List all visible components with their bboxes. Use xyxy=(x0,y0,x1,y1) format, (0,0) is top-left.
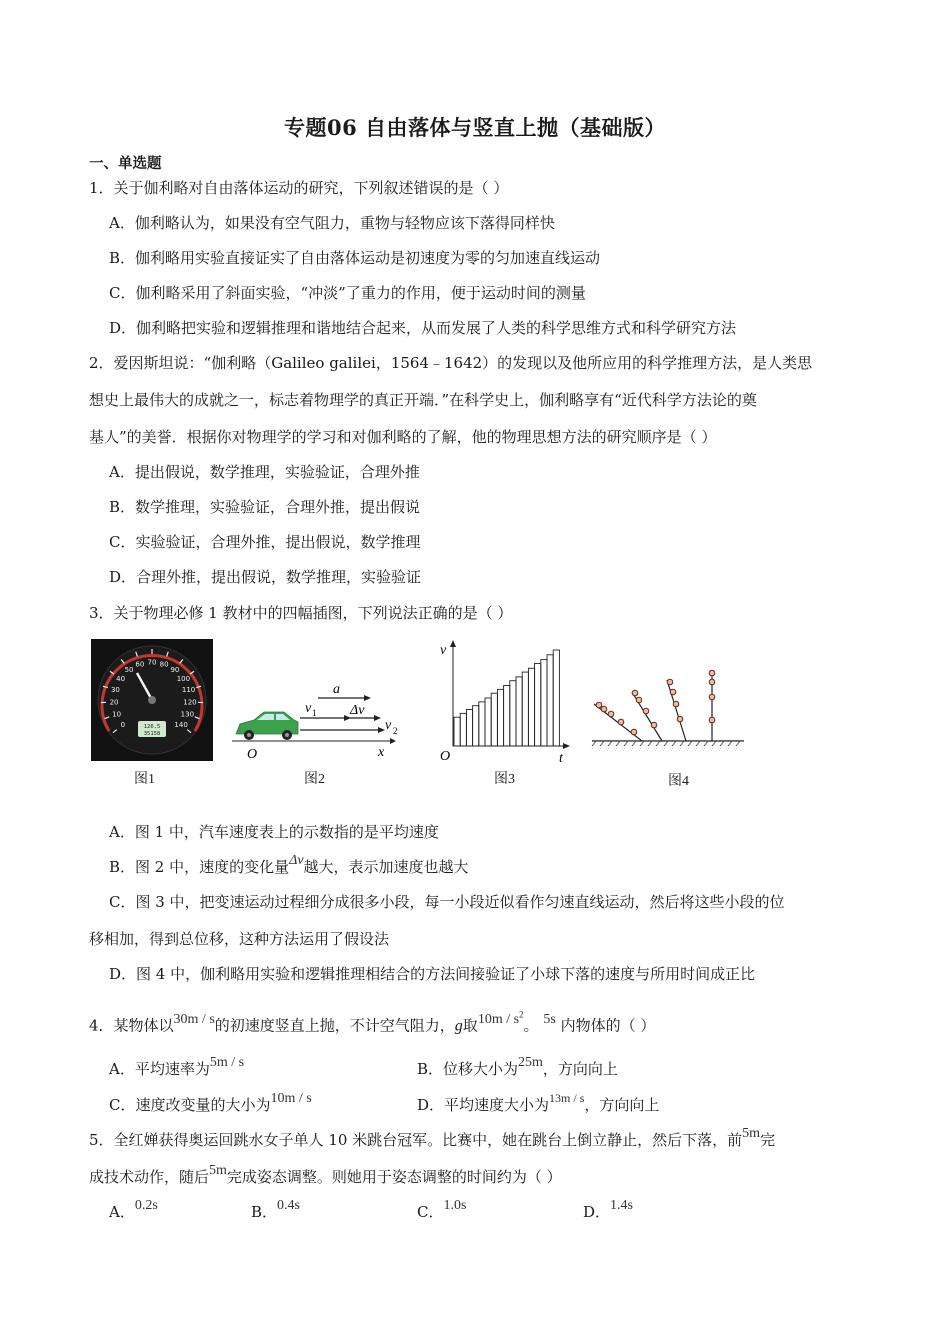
figure-2-car-vectors xyxy=(232,676,402,762)
figure-2-caption: 图2 xyxy=(304,772,325,787)
label-delta-v: Δv xyxy=(350,703,365,718)
speedometer-tick-label: 120 xyxy=(183,698,197,707)
q4-option-c xyxy=(109,1091,312,1117)
q4-option-b-math: 25m xyxy=(518,1055,543,1070)
q5-option-a-math: 0.2s xyxy=(134,1198,158,1213)
vt-step-bar xyxy=(473,706,479,746)
speedometer-tick-label: 0 xyxy=(120,720,126,729)
balls xyxy=(596,670,715,735)
q4-option-b xyxy=(417,1055,618,1081)
vt-step-bar xyxy=(541,660,547,746)
q4-option-d-suffix: ，方向向上 xyxy=(584,1096,660,1114)
q2-option-a: A．提出假说，数学推理，实验验证，合理外推 xyxy=(109,463,420,481)
speedometer-tick-label: 100 xyxy=(176,675,191,684)
figure-4-inclined-planes xyxy=(590,664,746,746)
label-o: O xyxy=(440,749,451,764)
figure-1-caption: 图1 xyxy=(134,772,155,787)
q3-option-b xyxy=(109,853,469,879)
q5-option-b xyxy=(251,1198,300,1224)
q4-option-b-prefix: B．位移大小为 xyxy=(417,1060,519,1078)
q3-option-c-line2: 移相加，得到总位移，这种方法运用了假设法 xyxy=(89,930,390,948)
vt-step-bar xyxy=(497,689,503,746)
q4-stem-part3: 取 xyxy=(462,1016,478,1035)
vt-step-bar xyxy=(528,668,534,746)
q1-option-a: A．伽利略认为，如果没有空气阻力，重物与轻物应该下落得同样快 xyxy=(109,214,555,232)
label-v2: v xyxy=(385,718,392,733)
label-v1: v xyxy=(305,701,312,716)
t-axis-arrow xyxy=(563,743,570,749)
q4-option-a xyxy=(109,1055,245,1081)
q5-option-d-math: 1.4s xyxy=(610,1198,633,1213)
label-origin: O xyxy=(247,747,258,762)
figure-4-caption: 图4 xyxy=(668,774,689,789)
q4-g-value xyxy=(477,1009,524,1027)
car-icon xyxy=(236,712,298,740)
speedometer-tick-label: 140 xyxy=(174,720,188,729)
vt-step-bar xyxy=(466,710,472,746)
q5-option-d-letter: D． xyxy=(583,1203,611,1221)
trip-value: 35158 xyxy=(143,731,161,737)
q4-initial-velocity: 30m / s xyxy=(173,1011,215,1027)
speedometer-tick-label: 90 xyxy=(170,666,180,675)
speedometer-tick-label: 80 xyxy=(159,660,169,669)
q1-option-c: C．伽利略采用了斜面实验，“冲淡”了重力的作用，便于运动时间的测量 xyxy=(109,284,586,302)
q4-stem-part5: 内物体的（ ） xyxy=(560,1016,656,1035)
q5-line2-prefix: 成技术动作，随后 xyxy=(89,1168,210,1186)
q5-line1-math: 5m xyxy=(742,1126,761,1141)
q2-stem-line2: 想史上最伟大的成就之一，标志着物理学的真正开端．”在科学史上，伽利略享有“近代科学方法论的奠 xyxy=(89,391,757,409)
v-axis-arrow xyxy=(450,640,456,647)
q2-option-d: D．合理外推，提出假说，数学推理，实验验证 xyxy=(109,568,422,586)
q5-option-b-letter: B． xyxy=(251,1203,278,1221)
figure-3-caption: 图3 xyxy=(494,772,515,787)
speedometer-tick-label: 110 xyxy=(181,686,196,695)
odometer-value: 126.5 xyxy=(143,724,161,730)
label-a: a xyxy=(333,682,340,697)
q4-option-a-math: 5m / s xyxy=(209,1055,245,1070)
q4-stem-part2: 的初速度竖直上抛，不计空气阻力， xyxy=(214,1016,455,1035)
label-v1-sub: 1 xyxy=(312,708,317,718)
q5-option-b-math: 0.4s xyxy=(277,1198,300,1213)
q4-option-d-prefix: D．平均速度大小为 xyxy=(417,1096,550,1114)
q2-stem-line1: 2．爱因斯坦说：“伽利略（Galileo galilei，1564﹣1642）的发现以及他所应用的科学推理方法，是人类思 xyxy=(89,354,813,372)
q4-option-c-prefix: C．速度改变量的大小为 xyxy=(109,1096,271,1114)
q3-stem: 3．关于物理必修 1 教材中的四幅插图，下列说法正确的是（ ） xyxy=(89,604,513,622)
speedometer-tick-label: 30 xyxy=(110,686,120,695)
ground-hatch xyxy=(592,741,740,746)
speedometer-tick-label: 70 xyxy=(147,658,157,667)
q5-option-c-letter: C． xyxy=(417,1203,444,1221)
figure-1-speedometer xyxy=(91,639,213,761)
vt-step-bar xyxy=(479,702,485,746)
q4-stem xyxy=(89,1009,656,1038)
section-heading: 一、单选题 xyxy=(89,155,162,172)
q5-line1-suffix: 完 xyxy=(760,1131,776,1149)
q3-option-b-prefix: B．图 2 中，速度的变化量 xyxy=(109,858,290,876)
q3-option-a: A．图 1 中，汽车速度表上的示数指的是平均速度 xyxy=(109,823,439,841)
q4-g-value-base: 10m / s xyxy=(477,1011,520,1027)
q2-stem-line3: 基人”的美誉．根据你对物理学的学习和对伽利略的了解，他的物理思想方法的研究顺序是（ ） xyxy=(89,428,717,446)
label-v2-sub: 2 xyxy=(393,726,398,736)
vt-step-bar xyxy=(522,672,528,746)
q1-option-d: D．伽利略把实验和逻辑推理和谐地结合起来，从而发展了人类的科学思维方式和科学研究方法 xyxy=(109,319,737,337)
q4-option-b-suffix: ，方向向上 xyxy=(542,1060,618,1078)
speedometer-tick-label: 10 xyxy=(112,710,122,719)
q3-option-d: D．图 4 中，伽利略用实验和逻辑推理相结合的方法间接验证了小球下落的速度与所用时间成正比 xyxy=(109,965,756,983)
q5-line1-prefix: 5．全红婵获得奥运回跳水女子单人 10 米跳台冠军。比赛中，她在跳台上倒立静止，然后下落，前 xyxy=(89,1131,743,1149)
speedometer-tick-label: 20 xyxy=(109,698,119,707)
q5-stem-line2 xyxy=(89,1163,562,1189)
q4-stem-part1: 4．某物体以 xyxy=(89,1016,174,1035)
speedometer-hub xyxy=(148,696,156,704)
incline-3 xyxy=(667,680,686,741)
q2-option-b: B．数学推理，实验验证，合理外推，提出假说 xyxy=(109,498,421,516)
q4-stem-part4: 。 xyxy=(523,1016,539,1035)
vt-step-bar xyxy=(454,717,460,746)
vt-step-bar xyxy=(547,655,553,746)
x-axis-arrow xyxy=(390,738,396,744)
vt-step-bar xyxy=(491,693,497,746)
speedometer-tick-label: 50 xyxy=(124,666,134,675)
q1-option-b: B．伽利略用实验直接证实了自由落体运动是初速度为零的匀加速直线运动 xyxy=(109,249,601,267)
q4-option-a-prefix: A．平均速率为 xyxy=(109,1060,210,1078)
vt-step-bar xyxy=(460,713,466,746)
q5-stem-line1 xyxy=(89,1126,776,1152)
label-v: v xyxy=(440,643,447,658)
speedometer-tick-label: 40 xyxy=(116,675,126,684)
speedometer-tick-label: 60 xyxy=(135,660,145,669)
q5-option-c xyxy=(417,1198,467,1224)
q5-option-a xyxy=(109,1198,158,1224)
vt-step-bar xyxy=(485,698,491,746)
q5-option-d xyxy=(583,1198,633,1224)
q5-line2-suffix: 完成姿态调整。则她用于姿态调整的时间约为（ ） xyxy=(226,1168,562,1186)
vt-step-bar xyxy=(504,686,510,746)
q3-option-b-suffix: 越大，表示加速度也越大 xyxy=(303,858,469,876)
label-x: x xyxy=(378,745,385,760)
q2-option-c: C．实验验证，合理外推，提出假说，数学推理 xyxy=(109,533,421,551)
q4-time: 5s xyxy=(543,1011,556,1027)
speedometer-tick-label: 130 xyxy=(180,710,195,719)
q3-option-c-line1: C．图 3 中，把变速运动过程细分成很多小段，每一小段近似看作匀速直线运动，然后将这些小段的位 xyxy=(109,893,785,911)
q4-option-d xyxy=(417,1091,660,1116)
vt-step-bar xyxy=(516,677,522,746)
label-t: t xyxy=(559,751,563,766)
figure-3-vt-graph xyxy=(436,638,576,766)
q5-option-c-math: 1.0s xyxy=(443,1198,467,1213)
q5-option-a-letter: A． xyxy=(109,1203,135,1221)
vt-step-bar xyxy=(510,681,516,746)
q3-option-b-math: Δv xyxy=(289,853,304,868)
vt-step-bar xyxy=(535,663,541,746)
q4-g-symbol: g xyxy=(454,1017,463,1035)
q1-stem: 1．关于伽利略对自由落体运动的研究，下列叙述错误的是（ ） xyxy=(89,179,509,197)
vt-step-bar xyxy=(553,650,559,746)
page-title: 专题06 自由落体与竖直上抛（基础版） xyxy=(283,115,667,140)
q4-g-value-exp: 2 xyxy=(519,1009,524,1019)
q5-line2-math: 5m xyxy=(209,1163,227,1178)
q4-option-d-math: 13m / s xyxy=(549,1091,585,1105)
q4-option-c-math: 10m / s xyxy=(270,1091,312,1106)
